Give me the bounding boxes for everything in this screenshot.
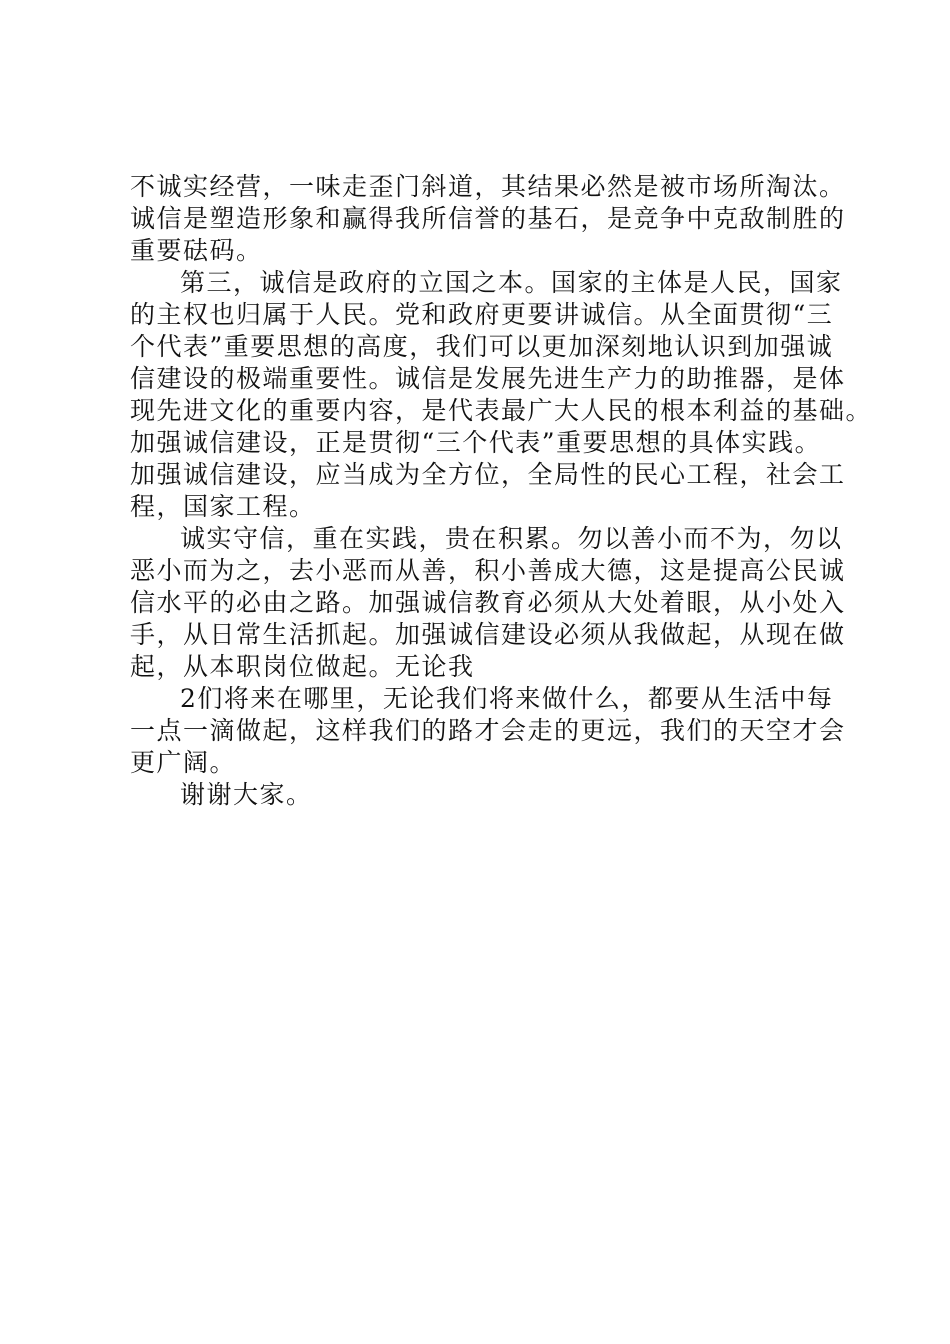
text-line: 个代表”重要思想的高度，我们可以更加深刻地认识到加强诚 <box>130 332 834 361</box>
text-line: 2们将来在哪里，无论我们将来做什么，都要从生活中每 <box>180 684 834 713</box>
text-line: 不诚实经营，一味走歪门斜道，其结果必然是被市场所淘汰。 <box>130 172 846 201</box>
text-line: 诚信是塑造形象和赢得我所信誉的基石，是竞争中克敌制胜的 <box>130 204 846 233</box>
text-line: 一点一滴做起，这样我们的路才会走的更远，我们的天空才会 <box>130 716 846 745</box>
document-body <box>130 171 873 811</box>
text-line: 现先进文化的重要内容，是代表最广大人民的根本利益的基础。 <box>130 396 873 425</box>
text-line: 加强诚信建设，正是贯彻“三个代表”重要思想的具体实践。 <box>130 428 822 457</box>
text-line: 诚实守信，重在实践，贵在积累。勿以善小而不为，勿以 <box>180 524 843 553</box>
text-line: 恶小而为之，去小恶而从善，积小善成大德，这是提高公民诚 <box>130 556 846 585</box>
text-line: 信建设的极端重要性。诚信是发展先进生产力的助推器，是体 <box>130 364 846 393</box>
text-line: 手，从日常生活抓起。加强诚信建设必须从我做起，从现在做 <box>130 620 846 649</box>
text-line: 的主权也归属于人民。党和政府更要讲诚信。从全面贯彻“三 <box>130 300 834 329</box>
text-line: 起，从本职岗位做起。无论我 <box>130 652 475 681</box>
text-line: 程，国家工程。 <box>130 492 316 521</box>
text-line: 信水平的必由之路。加强诚信教育必须从大处着眼，从小处入 <box>130 588 846 617</box>
text-line: 谢谢大家。 <box>180 780 313 809</box>
text-line: 更广阔。 <box>130 748 237 777</box>
text-line: 第三，诚信是政府的立国之本。国家的主体是人民，国家 <box>180 268 843 297</box>
text-line: 重要砝码。 <box>130 236 263 265</box>
text-line: 加强诚信建设，应当成为全方位，全局性的民心工程，社会工 <box>130 460 846 489</box>
